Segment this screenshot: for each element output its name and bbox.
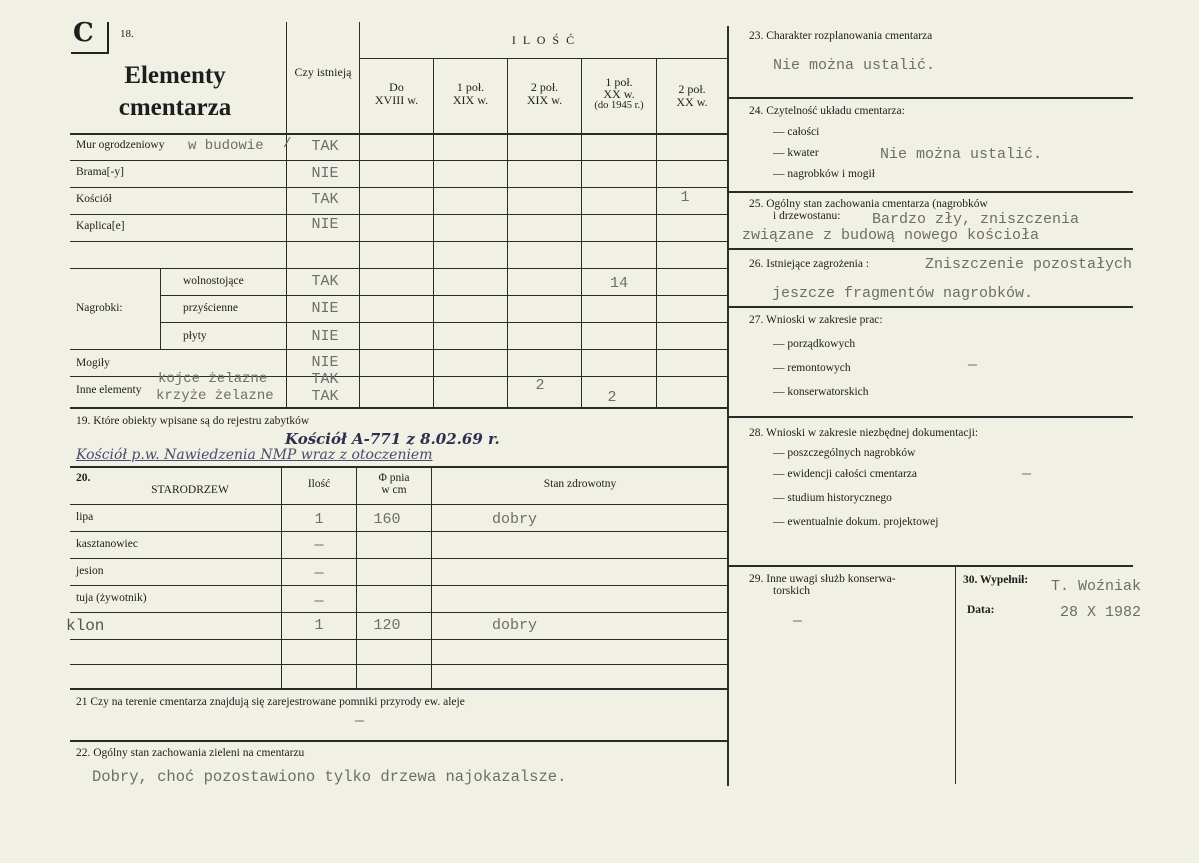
period-l1: 2 poł. <box>530 80 559 94</box>
section-letter: C <box>73 18 94 48</box>
s30-name: T. Woźniak <box>1051 578 1142 595</box>
tree-name: kasztanowiec <box>76 538 138 550</box>
mur-slash: / <box>283 136 292 152</box>
s26-value-2: jeszcze fragmentów nagrobków. <box>772 285 1034 302</box>
tree-qty: — <box>314 537 324 554</box>
tree-state: dobry <box>492 511 538 528</box>
kosciol-xx2-count: 1 <box>680 189 690 206</box>
s27-item-porzadkowych: — porządkowych <box>773 338 856 350</box>
inne-item-1: kojce żelazne <box>158 371 268 387</box>
pnia-line-1: Φ pnia <box>378 472 410 484</box>
period-l1: Do <box>389 80 404 94</box>
exists-inne-2: TAK <box>311 388 339 405</box>
exists-brama: NIE <box>311 165 339 182</box>
s30-date-label: Data: <box>967 604 995 616</box>
period-l3: (do 1945 r.) <box>594 100 644 111</box>
period-header-xx2 <box>657 83 727 109</box>
page-title <box>90 60 260 124</box>
exists-kaplica: NIE <box>311 216 339 233</box>
s30-date: 28 X 1982 <box>1060 604 1142 621</box>
row-label-przyscienne: przyścienne <box>183 302 238 314</box>
s20-num: 20. <box>76 472 91 484</box>
inne-item-2: krzyże żelazne <box>156 388 274 404</box>
tree-name: tuja (żywotnik) <box>76 592 147 604</box>
period-header-xix2 <box>508 81 581 107</box>
s24-item-nagrobkow: — nagrobków i mogił <box>773 168 875 180</box>
s22-label: 22. Ogólny stan zachowania zieleni na cmentarzu <box>76 747 305 759</box>
period-header-xx1 <box>582 76 656 112</box>
tree-name: klon <box>66 617 105 635</box>
s22-value: Dobry, choć pozostawiono tylko drzewa najokazalsze. <box>92 768 567 786</box>
row-label-brama: Brama[-y] <box>76 166 124 178</box>
s20-col-stan: Stan zdrowotny <box>543 478 617 490</box>
period-header-xviii <box>360 81 433 107</box>
s25-value-2: związane z budową nowego kościoła <box>742 227 1040 244</box>
s20-title: STARODRZEW <box>151 484 229 496</box>
exists-wolnostojace: TAK <box>311 273 339 290</box>
row-label-mur: Mur ogrodzeniowy <box>76 139 165 151</box>
exists-przyscienne: NIE <box>311 300 339 317</box>
s26-label: 26. Istniejące zagrożenia : <box>749 258 870 270</box>
s24-label: 24. Czytelność układu cmentarza: <box>749 105 905 117</box>
s25-label-2: i drzewostanu: <box>773 210 841 222</box>
exists-plyty: NIE <box>311 328 339 345</box>
ilosc-header: I L O Ś Ć <box>511 33 577 47</box>
s21-value: — <box>355 713 365 730</box>
s30-label: 30. Wypełnił: <box>963 574 1029 586</box>
s29-value: — <box>793 613 803 630</box>
title-line-1: Elementy <box>124 62 226 89</box>
period-l1: 1 poł. <box>605 75 633 89</box>
period-l2: XX w. <box>676 95 708 109</box>
s24-value: Nie można ustalić. <box>880 146 1043 163</box>
s29-label-2: torskich <box>773 585 811 597</box>
s19-handwritten-object: Kościół p.w. Nawiedzenia NMP wraz z otoczeniem <box>76 447 433 463</box>
s27-item-konserwatorskich: — konserwatorskich <box>773 386 869 398</box>
tree-diameter: 160 <box>373 511 401 528</box>
s29-label-1: 29. Inne uwagi służb konserwa- <box>749 573 896 585</box>
wolnostojace-xx1-count: 14 <box>609 275 628 292</box>
tree-name: lipa <box>76 511 94 523</box>
period-l2: XX w. <box>603 87 635 101</box>
tree-state: dobry <box>492 617 538 634</box>
s28-item-studium: — studium historycznego <box>773 492 892 504</box>
tree-qty: — <box>314 593 324 610</box>
s19-handwritten-register: Kościół A-771 z 8.02.69 r. <box>285 430 500 448</box>
s28-item-nagrobkow: — poszczególnych nagrobków <box>773 447 916 459</box>
pnia-line-2: w cm <box>381 484 407 496</box>
tree-diameter: 120 <box>373 617 401 634</box>
period-header-xix1 <box>434 81 507 107</box>
period-l1: 2 poł. <box>678 82 706 96</box>
s27-value: — <box>968 357 978 374</box>
s20-col-pnia <box>357 472 431 496</box>
section-letter-box <box>71 18 109 54</box>
s23-label: 23. Charakter rozplanowania cmentarza <box>749 30 933 42</box>
s19-label: 19. Które obiekty wpisane są do rejestru zabytków <box>76 415 310 427</box>
row-label-inne: Inne elementy <box>76 384 142 396</box>
s21-label: 21 Czy na terenie cmentarza znajdują się zarejestrowane pomniki przyrody ew. aleje <box>76 696 465 708</box>
row-label-mogily: Mogiły <box>76 357 110 369</box>
s26-value-1: Zniszczenie pozostałych <box>925 256 1133 273</box>
row-label-kosciol: Kościół <box>76 193 112 205</box>
czy-istnieja-header: Czy istnieją <box>294 65 352 79</box>
s24-item-kwater: — kwater <box>773 147 819 159</box>
exists-inne-1: TAK <box>311 371 339 388</box>
exists-kosciol: TAK <box>311 191 339 208</box>
tree-name: jesion <box>76 565 104 577</box>
inne-xix2-count: 2 <box>535 377 545 394</box>
period-l2: XIX w. <box>452 93 489 107</box>
inne-xx1-count: 2 <box>607 389 617 406</box>
mur-note: w budowie <box>188 138 264 154</box>
period-l2: XIX w. <box>526 93 563 107</box>
s28-item-projektowej: — ewentualnie dokum. projektowej <box>773 516 939 528</box>
tree-qty: — <box>314 565 324 582</box>
s25-value-1: Bardzo zły, zniszczenia <box>872 211 1080 228</box>
period-l1: 1 poł. <box>456 80 485 94</box>
row-label-wolnostojace: wolnostojące <box>183 275 244 287</box>
s27-label: 27. Wnioski w zakresie prac: <box>749 314 883 326</box>
exists-mur: TAK <box>311 138 339 155</box>
row-label-plyty: płyty <box>183 330 207 342</box>
tree-qty: 1 <box>314 511 324 528</box>
s25-label-1: 25. Ogólny stan zachowania cmentarza (nagrobków <box>749 198 988 210</box>
tree-qty: 1 <box>314 617 324 634</box>
title-line-2: cmentarza <box>118 94 232 121</box>
s20-col-ilosc: Ilość <box>307 478 331 490</box>
exists-mogily: NIE <box>311 354 339 371</box>
row-label-kaplica: Kaplica[e] <box>76 220 125 232</box>
s23-value: Nie można ustalić. <box>773 57 936 74</box>
section-number: 18. <box>120 28 134 40</box>
period-l2: XVIII w. <box>374 93 419 107</box>
row-label-nagrobki: Nagrobki: <box>76 302 123 314</box>
s24-item-calosci: — całości <box>773 126 820 138</box>
s27-item-remontowych: — remontowych <box>773 362 851 374</box>
s28-value: — <box>1022 466 1032 483</box>
s28-label: 28. Wnioski w zakresie niezbędnej dokumentacji: <box>749 427 979 439</box>
s28-item-ewidencji: — ewidencji całości cmentarza <box>773 468 917 480</box>
